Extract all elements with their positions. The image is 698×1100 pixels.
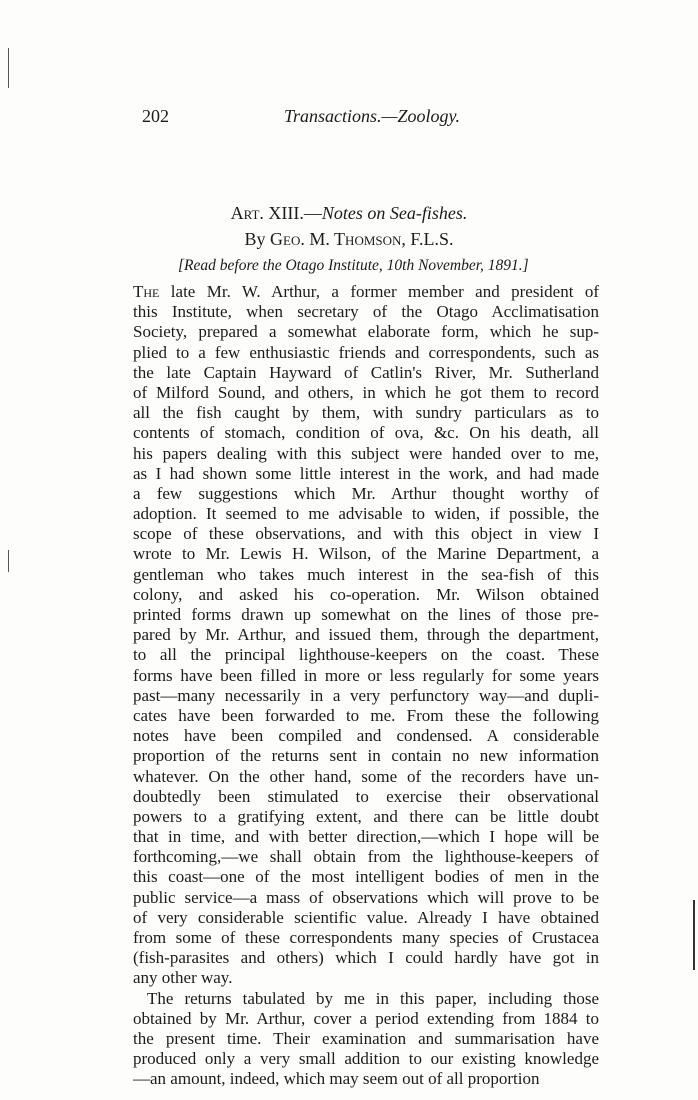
line-text: —an amount, indeed, which may seem out of all proportion [133,1069,540,1089]
text-line [133,383,599,403]
line-text: the present time. Their examination and summarisation have [133,1028,599,1048]
line-text: a few suggestions which Mr. Arthur thought worthy of [133,483,599,503]
scan-margin-mark [8,48,9,88]
paragraph-1 [133,282,599,989]
text-line [133,787,599,807]
text-line [133,423,599,443]
text-line [133,302,599,322]
article-label: Art. XIII.— [230,203,322,223]
text-line [133,888,599,908]
running-title: Transactions.—Zoology. [284,106,461,126]
byline-prefix: By [244,229,266,249]
text-line [133,767,599,787]
byline [0,229,698,250]
line-text: his papers dealing with this subject were handed over to me, [133,443,599,463]
line-text: gentleman who takes much interest in the sea-fish of this [133,564,599,584]
line-text: adoption. It seemed to me advisable to widen, if possible, the [133,504,599,524]
line-text: whatever. On the other hand, some of the recorders have un- [133,766,599,786]
line-text: any other way. [133,968,233,988]
line-text: of Milford Sound, and others, in which he got them to record [133,382,599,402]
line-text: late Mr. W. Arthur, a former member and president of [159,282,599,301]
text-line [133,484,599,504]
text-line [133,1049,599,1069]
text-line [133,686,599,706]
text-line [133,827,599,847]
text-line [133,706,599,726]
text-line [133,565,599,585]
line-text: produced only a very small addition to our existing knowledge [133,1049,599,1069]
line-text: of very considerable scientific value. Already I have obtained [133,907,599,927]
text-line [133,464,599,484]
line-text: Society, prepared a somewhat elaborate form, which he sup- [133,322,599,342]
article-title [0,203,698,224]
line-text: forthcoming,—we shall obtain from the lighthouse-keepers of [133,847,599,867]
text-line [133,666,599,686]
line-text: that in time, and with better direction,—which I hope will be [133,827,599,847]
text-line [133,1069,599,1089]
text-line [133,282,599,302]
text-line [133,908,599,928]
first-word: The [133,282,160,301]
line-text: powers to a gratifying extent, and there can be little doubt [133,806,599,826]
text-line [133,625,599,645]
text-line [133,726,599,746]
line-text: public service—a mass of observations which will prove to be [133,887,599,907]
line-text: printed forms drawn up somewhat on the lines of those pre- [133,605,599,624]
text-line [133,322,599,342]
page-number: 202 [142,106,169,126]
line-text: all the fish caught by them, with sundry particulars as to [133,403,599,423]
text-line [133,363,599,383]
line-text: scope of these observations, and with this object in view I [133,524,599,544]
line-text: contents of stomach, condition of ova, &c. On his death, all [133,423,599,443]
line-text: cates have been forwarded to me. From these the following [133,705,599,725]
text-line [133,968,599,988]
text-line [133,504,599,524]
line-text: to all the principal lighthouse-keepers on the coast. These [133,645,599,665]
line-text: The returns tabulated by me in this paper, including those [147,988,599,1008]
line-text: doubtedly been stimulated to exercise their observational [133,786,599,806]
line-text: notes have been compiled and condensed. A considerable [133,726,599,746]
text-line [133,746,599,766]
text-line [133,605,599,625]
text-line [133,524,599,544]
text-line [133,928,599,948]
text-line [133,948,599,968]
line-text: forms have been filled in more or less regularly for some years [133,665,599,685]
page-header [142,106,582,132]
scan-margin-mark [693,900,695,970]
article-subject: Notes on Sea-fishes. [321,203,468,223]
line-text: this coast—one of the most intelligent bodies of men in the [133,867,599,887]
text-line [133,1029,599,1049]
paragraph-2 [133,989,599,1090]
line-text: proportion of the returns sent in contain no new information [133,746,599,766]
body-text [133,282,599,1090]
read-note: [Read before the Otago Institute, 10th November, 1891.] [178,257,529,274]
text-line [133,807,599,827]
text-line [133,989,599,1009]
author-name: Geo. M. Thomson, F.L.S. [270,229,454,249]
text-line [133,343,599,363]
text-line [133,444,599,464]
text-line [133,645,599,665]
line-text: from some of these correspondents many species of Crustacea [133,928,599,947]
text-line [133,1009,599,1029]
line-text: colony, and asked his co-operation. Mr. Wilson obtained [133,584,599,604]
line-text: this Institute, when secretary of the Otago Acclimatisation [133,302,599,322]
line-text: (fish-parasites and others) which I could hardly have got in [133,948,599,968]
text-line [133,585,599,605]
line-text: past—many necessarily in a very perfunctory way—and dupli- [133,685,599,705]
line-text: pared by Mr. Arthur, and issued them, through the department, [133,625,599,645]
line-text: plied to a few enthusiastic friends and correspondents, such as [133,342,599,362]
line-text: obtained by Mr. Arthur, cover a period extending from 1884 to [133,1008,599,1028]
line-text: wrote to Mr. Lewis H. Wilson, of the Marine Department, a [133,544,599,564]
text-line [133,847,599,867]
text-line [133,544,599,564]
line-text: the late Captain Hayward of Catlin's River, Mr. Sutherland [133,362,599,382]
text-line [133,867,599,887]
line-text: as I had shown some little interest in the work, and had made [133,463,599,483]
scan-margin-mark [8,550,9,572]
text-line [133,403,599,423]
